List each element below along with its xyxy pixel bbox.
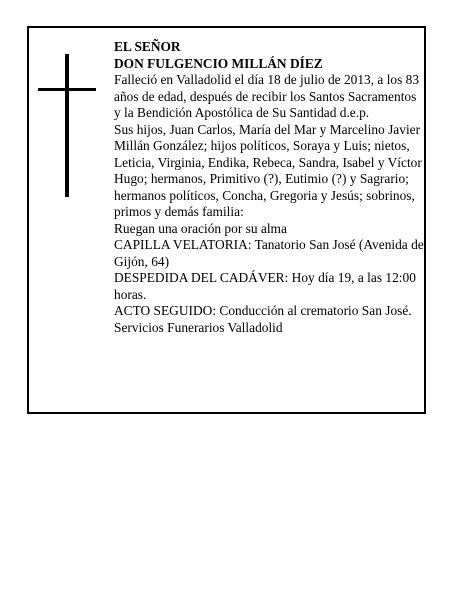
deceased-name: DON FULGENCIO MILLÁN DÍEZ: [114, 55, 323, 71]
family-paragraph: Sus hijos, Juan Carlos, María del Mar y Marcelino Javier Millán González; hijos políticos, Soraya y Luis; nietos, Leticia, Virginia, Endika, Rebeca, Sandra, Isabel y Víctor Hugo; hermanos, Primitivo (?), Eutimio (?) y Sagrario; hermanos políticos, Concha, Gregoria y Jesús; sobrinos, primos y demás familia:: [114, 121, 422, 219]
death-paragraph: Falleció en Valladolid el día 18 de julio de 2013, a los 83 años de edad, después de recibir los Santos Sacramentos y la Bendición Apostólica de Su Santidad d.e.p.: [114, 72, 420, 120]
followed-by-info: ACTO SEGUIDO: Conducción al crematorio San José.: [114, 303, 412, 318]
cross-vertical-bar: [65, 54, 69, 197]
cross-horizontal-bar: [38, 88, 96, 91]
chapel-info: CAPILLA VELATORIA: Tanatorio San José (Avenida de Gijón, 64): [114, 237, 424, 269]
obituary-text: [114, 39, 424, 336]
funeral-service: Servicios Funerarios Valladolid: [114, 319, 283, 335]
cross-icon: [38, 54, 96, 197]
farewell-info: DESPEDIDA DEL CADÁVER: Hoy día 19, a las 12:00 horas.: [114, 270, 416, 302]
prayer-request: Ruegan una oración por su alma: [114, 220, 287, 236]
title-line-1: EL SEÑOR: [114, 39, 181, 54]
